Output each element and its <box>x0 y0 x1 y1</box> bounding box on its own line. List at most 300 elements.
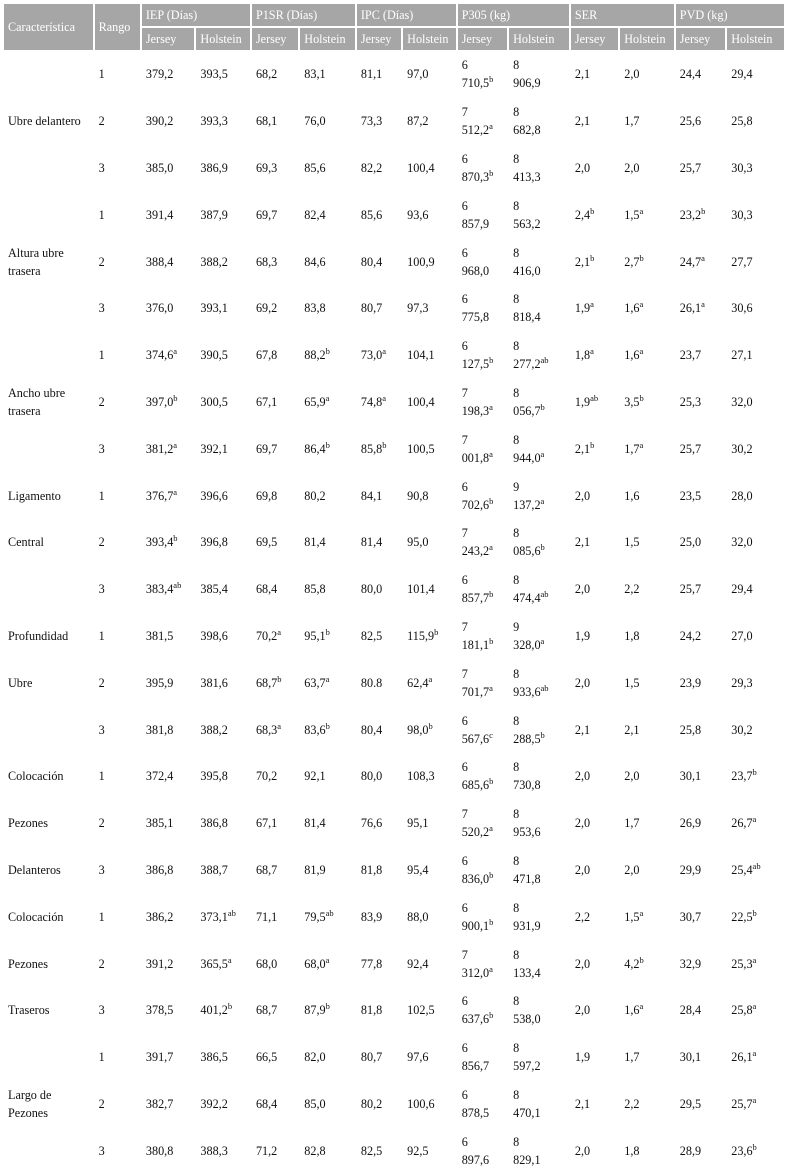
value-cell <box>357 1128 401 1173</box>
significance-mark: a <box>752 1001 757 1012</box>
value-cell <box>142 848 195 893</box>
value-cell <box>196 614 250 659</box>
cell-value: 379,2 <box>145 67 174 82</box>
cell-value: 2,1 <box>574 1096 591 1111</box>
cell-value: 30,3 <box>731 160 753 175</box>
header-rank: Rango <box>95 4 140 50</box>
cell-value: 376,7 <box>145 488 174 503</box>
cell-value: 2,0 <box>574 816 591 831</box>
header-breed-jersey: Jersey <box>142 28 195 50</box>
cell-value: 81,9 <box>304 862 326 877</box>
value-cell <box>252 707 298 752</box>
cell-value: 84,1 <box>360 488 383 503</box>
cell-value: 385,4 <box>200 582 228 597</box>
cell-value: 8 277,2 <box>513 339 541 372</box>
significance-mark: b <box>590 252 595 263</box>
significance-mark: b <box>752 767 757 778</box>
significance-mark: b <box>325 720 330 731</box>
cell-value: 30,7 <box>679 909 702 924</box>
cell-value: 32,9 <box>679 956 702 971</box>
significance-mark: a <box>489 401 493 412</box>
value-cell <box>676 192 725 237</box>
value-cell <box>357 192 401 237</box>
value-cell <box>676 286 725 331</box>
value-cell <box>357 660 401 705</box>
cell-value: 29,4 <box>731 582 753 597</box>
cell-value: 69,2 <box>255 301 278 316</box>
significance-mark: a <box>752 814 757 825</box>
cell-value: 25,7 <box>679 441 702 456</box>
significance-mark: a <box>639 346 644 357</box>
cell-value: 65,9 <box>304 394 326 409</box>
characteristic-cell: Ubre <box>8 675 33 690</box>
cell-value: 26,1 <box>731 1050 753 1065</box>
value-cell <box>357 567 401 612</box>
value-cell <box>509 801 569 846</box>
significance-mark: a <box>540 495 545 506</box>
value-cell <box>196 239 250 284</box>
value-cell <box>196 988 250 1033</box>
value-cell <box>252 1035 298 1080</box>
value-cell <box>300 239 355 284</box>
value-cell <box>142 286 195 331</box>
characteristic-cell: Central <box>8 535 44 550</box>
value-cell <box>727 801 784 846</box>
significance-mark: a <box>540 448 545 459</box>
value-cell <box>196 848 250 893</box>
cell-value: 102,5 <box>407 1003 435 1018</box>
value-cell <box>196 520 250 565</box>
significance-mark: a <box>382 346 386 357</box>
value-cell <box>509 192 569 237</box>
rank-cell: 2 <box>98 816 105 831</box>
significance-mark: b <box>489 589 494 600</box>
cell-value: 76,6 <box>360 816 383 831</box>
value-cell <box>357 1035 401 1080</box>
cell-value: 83,8 <box>304 301 326 316</box>
cell-value: 396,8 <box>200 535 228 550</box>
cell-value: 101,4 <box>407 582 435 597</box>
cell-value: 365,5 <box>200 956 228 971</box>
value-cell <box>142 426 195 471</box>
value-cell <box>252 99 298 144</box>
value-cell <box>252 988 298 1033</box>
significance-mark: a <box>277 720 282 731</box>
value-cell <box>252 380 298 425</box>
cell-value: 2,1 <box>574 441 591 456</box>
cell-value: 2,2 <box>574 909 591 924</box>
value-cell <box>357 614 401 659</box>
cell-value: 100,6 <box>407 1096 435 1111</box>
significance-mark: a <box>701 299 705 310</box>
characteristic-cell: Ancho ubre trasera <box>8 385 66 418</box>
significance-mark: ab <box>590 392 599 403</box>
significance-mark: ab <box>540 355 549 366</box>
rank-cell: 3 <box>98 1143 105 1158</box>
cell-value: 2,0 <box>574 1143 591 1158</box>
characteristic-cell: Delanteros <box>8 862 61 877</box>
cell-value: 1,9 <box>574 628 591 643</box>
significance-mark: c <box>489 729 493 740</box>
significance-mark: b <box>489 167 494 178</box>
cell-value: 85,8 <box>360 441 383 456</box>
value-cell <box>676 52 725 97</box>
cell-value: 2,0 <box>624 862 640 877</box>
cell-value: 25,3 <box>679 394 702 409</box>
cell-value: 6 836,0 <box>461 853 490 886</box>
value-cell <box>196 99 250 144</box>
significance-mark: a <box>639 907 644 918</box>
value-cell <box>509 473 569 518</box>
value-cell <box>509 146 569 191</box>
significance-mark: a <box>590 346 594 357</box>
cell-value: 67,1 <box>255 394 278 409</box>
cell-value: 393,5 <box>200 67 228 82</box>
cell-value: 83,1 <box>304 67 326 82</box>
value-cell <box>509 1128 569 1173</box>
significance-mark: a <box>325 673 330 684</box>
table-row <box>4 614 784 659</box>
value-cell <box>403 1082 456 1127</box>
value-cell <box>357 426 401 471</box>
value-cell <box>620 707 674 752</box>
value-cell <box>403 239 456 284</box>
significance-mark: a <box>639 1001 644 1012</box>
cell-value: 24,4 <box>679 67 702 82</box>
value-cell <box>142 192 195 237</box>
value-cell <box>620 660 674 705</box>
cell-value: 385,0 <box>145 160 174 175</box>
value-cell <box>676 988 725 1033</box>
cell-value: 7 312,0 <box>461 947 490 980</box>
cell-value: 100,9 <box>407 254 435 269</box>
cell-value: 87,9 <box>304 1003 326 1018</box>
cell-value: 374,6 <box>145 348 174 363</box>
value-cell <box>196 1082 250 1127</box>
significance-mark: a <box>227 954 232 965</box>
value-cell <box>727 941 784 986</box>
cell-value: 80,7 <box>360 1050 383 1065</box>
significance-mark: ab <box>540 682 549 693</box>
significance-mark: a <box>639 439 644 450</box>
value-cell <box>727 520 784 565</box>
significance-mark: b <box>489 355 494 366</box>
cell-value: 388,4 <box>145 254 174 269</box>
characteristic-cell <box>4 567 93 612</box>
significance-mark: a <box>325 954 330 965</box>
value-cell <box>403 660 456 705</box>
value-cell <box>300 1128 355 1173</box>
cell-value: 83,9 <box>360 909 383 924</box>
value-cell <box>571 380 618 425</box>
cell-value: 32,0 <box>731 535 753 550</box>
value-cell <box>357 333 401 378</box>
value-cell <box>196 333 250 378</box>
cell-value: 8 730,8 <box>513 760 541 793</box>
cell-value: 2,2 <box>624 582 640 597</box>
value-cell <box>196 754 250 799</box>
value-cell <box>676 614 725 659</box>
cell-value: 74,8 <box>360 394 383 409</box>
cell-value: 67,1 <box>255 816 278 831</box>
value-cell <box>571 1128 618 1173</box>
cell-value: 395,8 <box>200 769 228 784</box>
rank-cell: 1 <box>98 628 105 643</box>
cell-value: 92,1 <box>304 769 326 784</box>
value-cell <box>403 754 456 799</box>
value-cell <box>727 380 784 425</box>
rank-cell: 3 <box>98 1003 105 1018</box>
value-cell <box>620 473 674 518</box>
value-cell <box>676 380 725 425</box>
value-cell <box>620 333 674 378</box>
cell-value: 100,4 <box>407 394 435 409</box>
cell-value: 97,3 <box>407 301 429 316</box>
value-cell <box>252 146 298 191</box>
significance-mark: b <box>173 533 178 544</box>
cell-value: 93,6 <box>407 207 429 222</box>
value-cell <box>252 941 298 986</box>
value-cell <box>727 614 784 659</box>
cell-value: 97,0 <box>407 67 429 82</box>
cell-value: 6 857,9 <box>461 198 490 231</box>
cell-value: 100,5 <box>407 441 435 456</box>
value-cell <box>509 239 569 284</box>
cell-value: 23,9 <box>679 675 702 690</box>
value-cell <box>357 941 401 986</box>
cell-value: 25,7 <box>731 1096 753 1111</box>
significance-mark: b <box>489 635 494 646</box>
cell-value: 95,1 <box>304 628 326 643</box>
value-cell <box>620 1128 674 1173</box>
value-cell <box>458 520 507 565</box>
value-cell <box>571 941 618 986</box>
significance-mark: ab <box>173 580 182 591</box>
significance-mark: a <box>489 823 493 834</box>
significance-mark: a <box>752 954 757 965</box>
characteristic-cell: Traseros <box>8 1003 50 1018</box>
table-row <box>4 380 784 425</box>
cell-value: 68,4 <box>255 582 278 597</box>
value-cell <box>252 333 298 378</box>
value-cell <box>676 239 725 284</box>
cell-value: 388,2 <box>200 722 228 737</box>
significance-mark: a <box>173 346 178 357</box>
cell-value: 1,5 <box>624 909 640 924</box>
value-cell <box>458 848 507 893</box>
cell-value: 6 127,5 <box>461 339 490 372</box>
value-cell <box>571 520 618 565</box>
significance-mark: a <box>701 252 705 263</box>
value-cell <box>300 333 355 378</box>
cell-value: 8 288,5 <box>513 713 541 746</box>
cell-value: 9 137,2 <box>513 479 541 512</box>
value-cell <box>300 52 355 97</box>
value-cell <box>676 146 725 191</box>
value-cell <box>509 848 569 893</box>
cell-value: 8 538,0 <box>513 994 541 1027</box>
cell-value: 4,2 <box>624 956 640 971</box>
value-cell <box>142 52 195 97</box>
cell-value: 82,0 <box>304 1050 326 1065</box>
value-cell <box>357 52 401 97</box>
value-cell <box>727 1035 784 1080</box>
value-cell <box>620 99 674 144</box>
value-cell <box>403 426 456 471</box>
value-cell <box>509 660 569 705</box>
cell-value: 25,7 <box>679 582 702 597</box>
significance-mark: a <box>428 673 433 684</box>
value-cell <box>620 801 674 846</box>
cell-value: 2,0 <box>624 769 640 784</box>
cell-value: 28,4 <box>679 1003 702 1018</box>
value-cell <box>300 1035 355 1080</box>
cell-value: 388,2 <box>200 254 228 269</box>
value-cell <box>196 380 250 425</box>
cell-value: 23,7 <box>731 769 753 784</box>
value-cell <box>571 1082 618 1127</box>
value-cell <box>300 192 355 237</box>
significance-mark: b <box>752 907 757 918</box>
value-cell <box>458 192 507 237</box>
significance-mark: a <box>489 682 493 693</box>
characteristic-cell: Largo de Pezones <box>8 1087 52 1120</box>
significance-mark: b <box>277 673 282 684</box>
significance-mark: b <box>489 495 494 506</box>
cell-value: 8 829,1 <box>513 1134 541 1167</box>
value-cell <box>676 1128 725 1173</box>
cell-value: 1,9 <box>574 301 591 316</box>
cell-value: 80,7 <box>360 301 383 316</box>
header-group-pvd: PVD (kg) <box>676 4 784 26</box>
cell-value: 68,4 <box>255 1096 278 1111</box>
value-cell <box>196 1128 250 1173</box>
value-cell <box>300 614 355 659</box>
cell-value: 104,1 <box>407 348 435 363</box>
value-cell <box>571 707 618 752</box>
cell-value: 395,9 <box>145 675 174 690</box>
value-cell <box>300 426 355 471</box>
cell-value: 68,0 <box>255 956 278 971</box>
value-cell <box>196 52 250 97</box>
value-cell <box>458 426 507 471</box>
value-cell <box>458 146 507 191</box>
cell-value: 7 512,2 <box>461 105 490 138</box>
value-cell <box>620 754 674 799</box>
value-cell <box>142 239 195 284</box>
cell-value: 98,0 <box>407 722 429 737</box>
cell-value: 381,5 <box>145 628 174 643</box>
cell-value: 376,0 <box>145 301 174 316</box>
value-cell <box>252 801 298 846</box>
value-cell <box>357 894 401 939</box>
significance-mark: b <box>325 1001 330 1012</box>
cell-value: 2,1 <box>574 67 591 82</box>
cell-value: 62,4 <box>407 675 429 690</box>
header-group-p1sr: P1SR (Días) <box>252 4 355 26</box>
value-cell <box>727 988 784 1033</box>
significance-mark: a <box>540 635 545 646</box>
cell-value: 71,2 <box>255 1143 278 1158</box>
cell-value: 387,9 <box>200 207 228 222</box>
rank-cell: 2 <box>98 1096 105 1111</box>
value-cell <box>142 146 195 191</box>
cell-value: 393,3 <box>200 114 228 129</box>
value-cell <box>357 754 401 799</box>
characteristic-cell: Colocación <box>8 909 64 924</box>
value-cell <box>727 426 784 471</box>
value-cell <box>403 894 456 939</box>
cell-value: 8 563,2 <box>513 198 541 231</box>
value-cell <box>357 99 401 144</box>
significance-mark: b <box>590 439 595 450</box>
value-cell <box>727 239 784 284</box>
cell-value: 7 001,8 <box>461 432 490 465</box>
cell-value: 27,7 <box>731 254 753 269</box>
value-cell <box>196 473 250 518</box>
significance-mark: b <box>639 954 644 965</box>
cell-value: 1,7 <box>624 1050 640 1065</box>
value-cell <box>727 660 784 705</box>
value-cell <box>676 99 725 144</box>
value-cell <box>252 754 298 799</box>
value-cell <box>676 754 725 799</box>
significance-mark: b <box>173 392 178 403</box>
value-cell <box>252 426 298 471</box>
significance-mark: a <box>752 1048 757 1059</box>
cell-value: 6 710,5 <box>461 58 490 91</box>
value-cell <box>509 988 569 1033</box>
cell-value: 82,8 <box>304 1143 326 1158</box>
value-cell <box>727 894 784 939</box>
cell-value: 2,0 <box>574 675 591 690</box>
value-cell <box>403 567 456 612</box>
value-cell <box>300 848 355 893</box>
cell-value: 69,8 <box>255 488 278 503</box>
value-cell <box>252 520 298 565</box>
value-cell <box>252 1128 298 1173</box>
cell-value: 81,1 <box>360 67 383 82</box>
cell-value: 85,8 <box>304 582 326 597</box>
significance-mark: b <box>325 346 330 357</box>
characteristic-cell: Ligamento <box>8 488 61 503</box>
cell-value: 95,0 <box>407 535 429 550</box>
value-cell <box>357 239 401 284</box>
header-breed-holstein: Holstein <box>300 28 355 50</box>
cell-value: 372,4 <box>145 769 174 784</box>
characteristic-cell: Profundidad <box>8 628 69 643</box>
header-breed-holstein: Holstein <box>620 28 674 50</box>
cell-value: 1,5 <box>624 207 640 222</box>
cell-value: 7 701,7 <box>461 666 490 699</box>
cell-value: 69,7 <box>255 441 278 456</box>
cell-value: 69,3 <box>255 160 278 175</box>
value-cell <box>676 801 725 846</box>
value-cell <box>403 333 456 378</box>
characteristic-cell: Ubre delantero <box>8 114 81 129</box>
cell-value: 83,6 <box>304 722 326 737</box>
cell-value: 25,0 <box>679 535 702 550</box>
value-cell <box>458 894 507 939</box>
table-row <box>4 426 784 471</box>
cell-value: 8 953,6 <box>513 807 541 840</box>
value-cell <box>676 707 725 752</box>
cell-value: 2,0 <box>624 67 640 82</box>
value-cell <box>676 1035 725 1080</box>
value-cell <box>509 52 569 97</box>
cell-value: 23,5 <box>679 488 702 503</box>
cell-value: 7 198,3 <box>461 385 490 418</box>
